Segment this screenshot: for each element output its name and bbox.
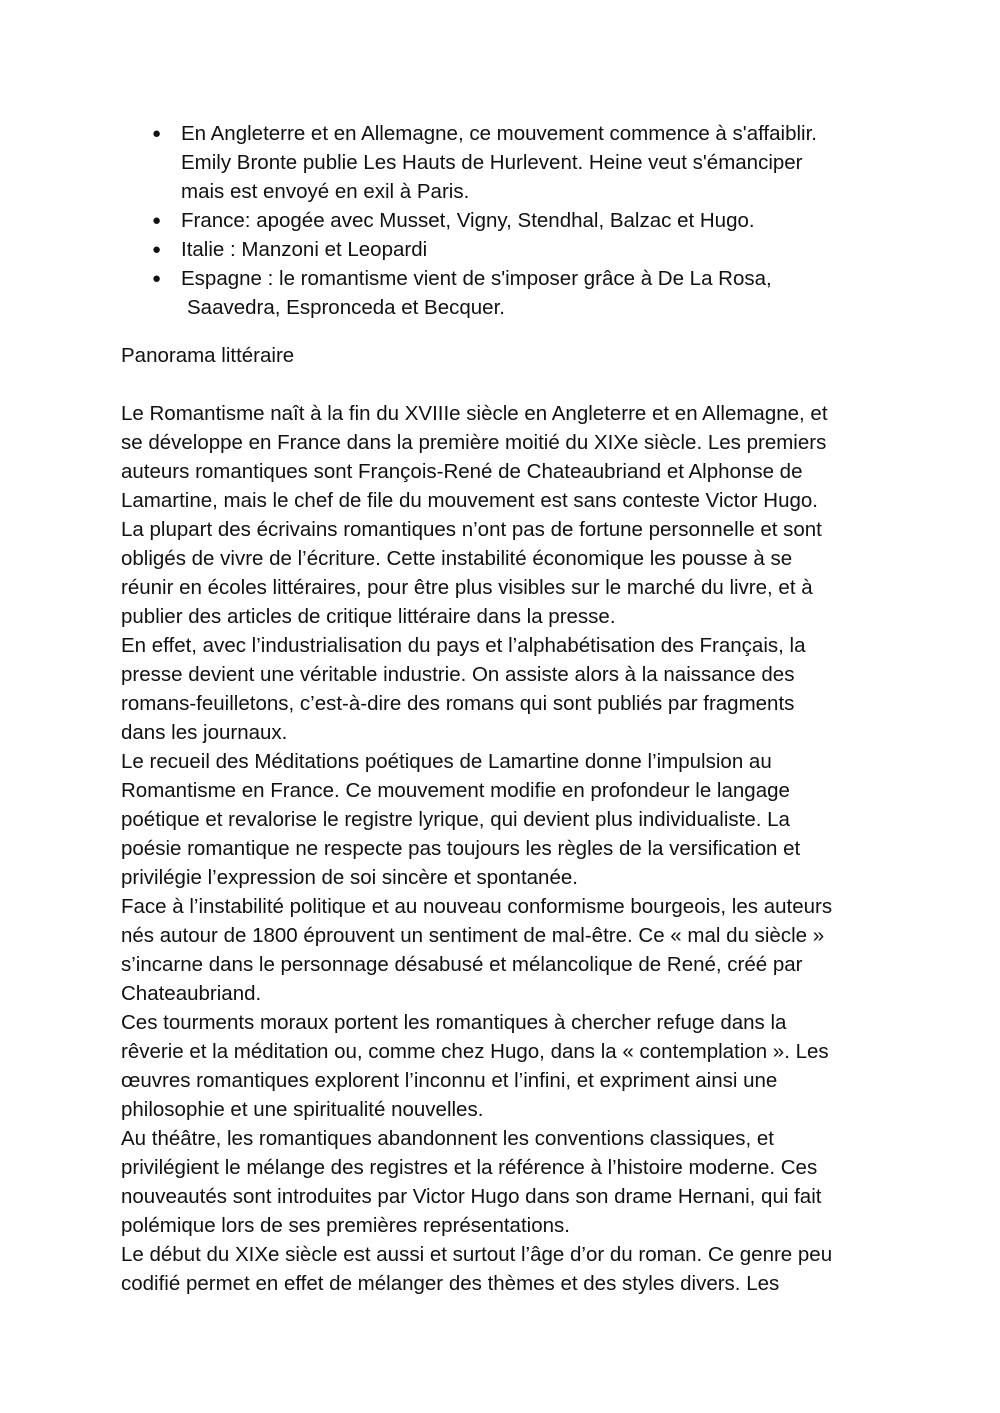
bullet-list bbox=[152, 119, 872, 322]
bullet-icon: ● bbox=[152, 270, 162, 287]
body-line: obligés de vivre de l’écriture. Cette instabilité économique les pousse à se bbox=[121, 547, 793, 570]
body-line: publier des articles de critique littéraire dans la presse. bbox=[121, 605, 616, 628]
body-paragraphs bbox=[121, 399, 901, 1298]
body-line: polémique lors de ses premières représentations. bbox=[121, 1214, 570, 1237]
body-line: Ces tourments moraux portent les romantiques à chercher refuge dans la bbox=[121, 1011, 787, 1034]
body-line: poétique et revalorise le registre lyrique, qui devient plus individualiste. La bbox=[121, 808, 790, 831]
list-item-line: En Angleterre et en Allemagne, ce mouvement commence à s'affaiblir. bbox=[181, 122, 817, 145]
section-heading: Panorama littéraire bbox=[121, 344, 295, 367]
body-line: œuvres romantiques explorent l’inconnu et l’infini, et expriment ainsi une bbox=[121, 1069, 778, 1092]
list-item-line: Saavedra, Espronceda et Becquer. bbox=[187, 296, 505, 319]
body-line: La plupart des écrivains romantiques n’ont pas de fortune personnelle et sont bbox=[121, 518, 822, 541]
body-line: Lamartine, mais le chef de file du mouvement est sans conteste Victor Hugo. bbox=[121, 489, 818, 512]
list-item-line: France: apogée avec Musset, Vigny, Stendhal, Balzac et Hugo. bbox=[181, 209, 755, 232]
body-line: privilégie l’expression de soi sincère et spontanée. bbox=[121, 866, 578, 889]
body-line: Le Romantisme naît à la fin du XVIIIe siècle en Angleterre et en Allemagne, et bbox=[121, 402, 828, 425]
list-item-line: mais est envoyé en exil à Paris. bbox=[181, 180, 470, 203]
list-item-line: Italie : Manzoni et Leopardi bbox=[181, 238, 428, 261]
bullet-icon: ● bbox=[152, 212, 162, 229]
body-line: nés autour de 1800 éprouvent un sentiment de mal-être. Ce « mal du siècle » bbox=[121, 924, 825, 947]
body-line: Romantisme en France. Ce mouvement modifie en profondeur le langage bbox=[121, 779, 790, 802]
bullet-icon: ● bbox=[152, 125, 162, 142]
list-item-line: Emily Bronte publie Les Hauts de Hurlevent. Heine veut s'émanciper bbox=[181, 151, 803, 174]
body-line: philosophie et une spiritualité nouvelles. bbox=[121, 1098, 484, 1121]
list-item bbox=[152, 119, 872, 206]
bullet-icon: ● bbox=[152, 241, 162, 258]
body-line: Chateaubriand. bbox=[121, 982, 262, 1005]
body-line: Le début du XIXe siècle est aussi et surtout l’âge d’or du roman. Ce genre peu bbox=[121, 1243, 833, 1266]
body-line: rêverie et la méditation ou, comme chez Hugo, dans la « contemplation ». Les bbox=[121, 1040, 829, 1063]
body-line: privilégient le mélange des registres et la référence à l’histoire moderne. Ces bbox=[121, 1156, 818, 1179]
body-line: se développe en France dans la première moitié du XIXe siècle. Les premiers bbox=[121, 431, 827, 454]
body-line: presse devient une véritable industrie. On assiste alors à la naissance des bbox=[121, 663, 795, 686]
list-item bbox=[152, 264, 872, 322]
list-item-line: Espagne : le romantisme vient de s'imposer grâce à De La Rosa, bbox=[181, 267, 772, 290]
body-line: s’incarne dans le personnage désabusé et mélancolique de René, créé par bbox=[121, 953, 803, 976]
body-line: réunir en écoles littéraires, pour être plus visibles sur le marché du livre, et à bbox=[121, 576, 813, 599]
body-line: nouveautés sont introduites par Victor Hugo dans son drame Hernani, qui fait bbox=[121, 1185, 822, 1208]
body-line: En effet, avec l’industrialisation du pays et l’alphabétisation des Français, la bbox=[121, 634, 806, 657]
body-line: Le recueil des Méditations poétiques de Lamartine donne l’impulsion au bbox=[121, 750, 772, 773]
body-line: Face à l’instabilité politique et au nouveau conformisme bourgeois, les auteurs bbox=[121, 895, 833, 918]
body-line: codifié permet en effet de mélanger des thèmes et des styles divers. Les bbox=[121, 1272, 780, 1295]
body-line: auteurs romantiques sont François-René de Chateaubriand et Alphonse de bbox=[121, 460, 803, 483]
body-line: dans les journaux. bbox=[121, 721, 288, 744]
body-line: romans-feuilletons, c’est-à-dire des romans qui sont publiés par fragments bbox=[121, 692, 795, 715]
list-item bbox=[152, 235, 872, 264]
list-item bbox=[152, 206, 872, 235]
body-line: Au théâtre, les romantiques abandonnent les conventions classiques, et bbox=[121, 1127, 774, 1150]
body-line: poésie romantique ne respecte pas toujours les règles de la versification et bbox=[121, 837, 801, 860]
